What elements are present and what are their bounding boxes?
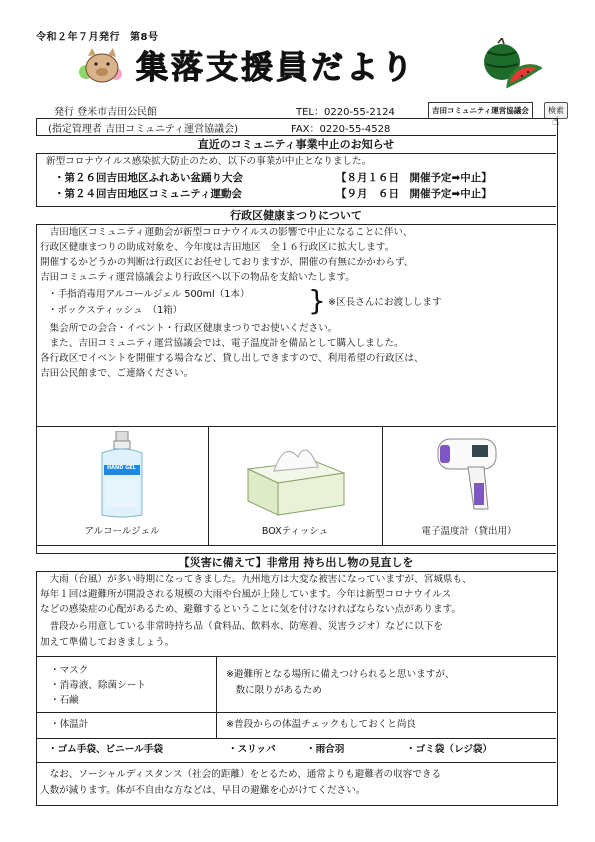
prep-note-temperature: ※普段からの体温チェックもしておくと尚良	[226, 719, 417, 730]
section2-line: 吉田公民館まで、ご連絡ください。	[40, 368, 194, 379]
prep-item-thermometer: ・体温計	[50, 719, 89, 730]
section3-line: 加えて準備しておきましょう。	[40, 637, 175, 648]
watermelon-icon	[478, 38, 542, 90]
section-header-cancellation: 直近のコミュニティ事業中止のお知らせ	[36, 135, 556, 154]
table-divider	[216, 656, 217, 738]
newsletter-title: 集落支援員だより	[136, 48, 417, 86]
community-logo-badge: 吉田コミュニティ運営協議会	[428, 102, 533, 119]
publisher-line2-text: (指定管理者 吉田コミュニティ運営協議会)	[46, 120, 240, 135]
section3-closing: なお、ソーシャルディスタンス（社会的距離）をとるため、通常よりも避難者の収容できる	[40, 769, 442, 780]
photo-cell-alcohol	[36, 427, 209, 545]
event-date-bon-odori: 【８月１６日 開催予定➡中止】	[336, 172, 492, 184]
search-button[interactable]: 検索	[544, 102, 568, 119]
prep-item-raincoat: ・雨合羽	[306, 744, 345, 755]
section3-line: 大雨（台風）が多い時期になってきました。九州地方は大変な被害になっていますが、宮城県も、	[40, 574, 472, 585]
table-border	[36, 738, 556, 739]
prep-item-gloves: ・ゴム手袋、ビニール手袋	[48, 744, 163, 755]
alcohol-gel-caption: アルコールジェル	[84, 526, 160, 537]
issue-date: 令和２年７月発行	[36, 32, 120, 43]
prep-note-shelter: 数に限りがあるため	[226, 685, 322, 696]
cursor-hand-icon: ☝	[552, 114, 560, 128]
table-border	[36, 712, 556, 713]
section2-line: 開催するかどうかの判断は行政区にお任せしておりますが、開催の有無にかかわらず、	[40, 257, 414, 268]
section1-intro: 新型コロナウイルス感染拡大防止のため、以下の事業が中止となりました。	[46, 156, 372, 167]
section-header-disaster-prep: 【災害に備えて】非常用 持ち出し物の見直しを	[36, 553, 556, 572]
section3-closing: 人数が減ります。体が不自由な方などは、早目の避難を心がけてください。	[40, 785, 366, 796]
section2-line: 集会所での会合・イベント・行政区健康まつりでお使いください。	[40, 323, 338, 334]
tissue-box-caption: BOXティッシュ	[261, 526, 329, 537]
event-item-sports-day: ・第２４回吉田地区コミュニティ運動会	[54, 188, 242, 200]
photo-cell-thermometer	[382, 427, 556, 545]
issue-number: 第8号	[129, 32, 159, 43]
section3-line: などの感染症の心配があるため、避難するということに気を付けなければならない点があります。	[40, 604, 461, 615]
brace-icon: }	[308, 284, 326, 317]
section2-line: また、吉田コミュニティ運営協議会では、電子温度計を備品として購入しました。	[40, 338, 404, 349]
table-border	[36, 656, 556, 657]
photo-row	[36, 426, 556, 546]
infrared-thermometer-icon	[432, 433, 512, 513]
tel-number: TEL：0220-55-2124	[296, 107, 395, 118]
prep-note-shelter: ※避難所となる場所に備えつけられると思いますが、	[226, 669, 455, 680]
supply-item-tissue: ・ボックスティッシュ （1箱）	[48, 305, 183, 316]
event-date-sports-day: 【９月 ６日 開催予定➡中止】	[336, 188, 492, 200]
supply-item-alcohol: ・手指消毒用アルコールジェル 500ml（1本）	[48, 289, 250, 300]
section2-line: 吉田コミュニティ運営協議会より行政区へ以下の物品を支給いたします。	[40, 272, 355, 283]
section2-line: 各行政区でイベントを開催する場合など、貸し出しできますので、利用希望の行政区は、	[40, 353, 424, 364]
thermometer-caption: 電子温度計（貸出用）	[421, 526, 517, 537]
prep-item-mask: ・マスク	[50, 665, 89, 676]
section3-line: 毎年１回は避難所が開設される規模の大雨や台風が上陸しています。今年は新型コロナウイルス	[40, 589, 452, 600]
table-border	[36, 762, 556, 763]
alcohol-gel-bottle-icon	[94, 431, 150, 519]
publisher-line1: 発行 登米市吉田公民館	[54, 107, 158, 118]
photo-cell-tissue	[208, 427, 383, 545]
section2-line: 吉田地区コミュニティ運動会が新型コロナウイルスの影響で中止になることに伴い、	[40, 227, 413, 238]
tissue-box-icon	[244, 437, 348, 517]
prep-item-garbage-bags: ・ゴミ袋（レジ袋）	[406, 744, 493, 755]
section-header-health-festival: 行政区健康まつりについて	[36, 206, 556, 225]
section2-line: 行政区健康まつりの助成対象を、今年度は吉田地区 全１６行政区に拡大します。	[40, 242, 395, 253]
issue-info	[36, 28, 158, 43]
pig-mascot-icon	[76, 44, 126, 88]
prep-item-soap: ・石鹸	[50, 695, 79, 706]
prep-item-slippers: ・スリッパ	[228, 744, 276, 755]
event-item-bon-odori: ・第２６回吉田地区ふれあい盆踊り大会	[54, 172, 243, 184]
supplies-note: ※区長さんにお渡しします	[328, 297, 442, 308]
section3-line: 普段から用意している非常時持ち品（食料品、飲料水、防寒着、災害ラジオ）などに以下を	[40, 621, 443, 632]
fax-number: FAX：0220-55-4528	[289, 120, 392, 135]
prep-item-disinfectant: ・消毒液、除菌シート	[50, 680, 146, 691]
alcohol-bottle-label: HAND GEL	[107, 465, 136, 471]
